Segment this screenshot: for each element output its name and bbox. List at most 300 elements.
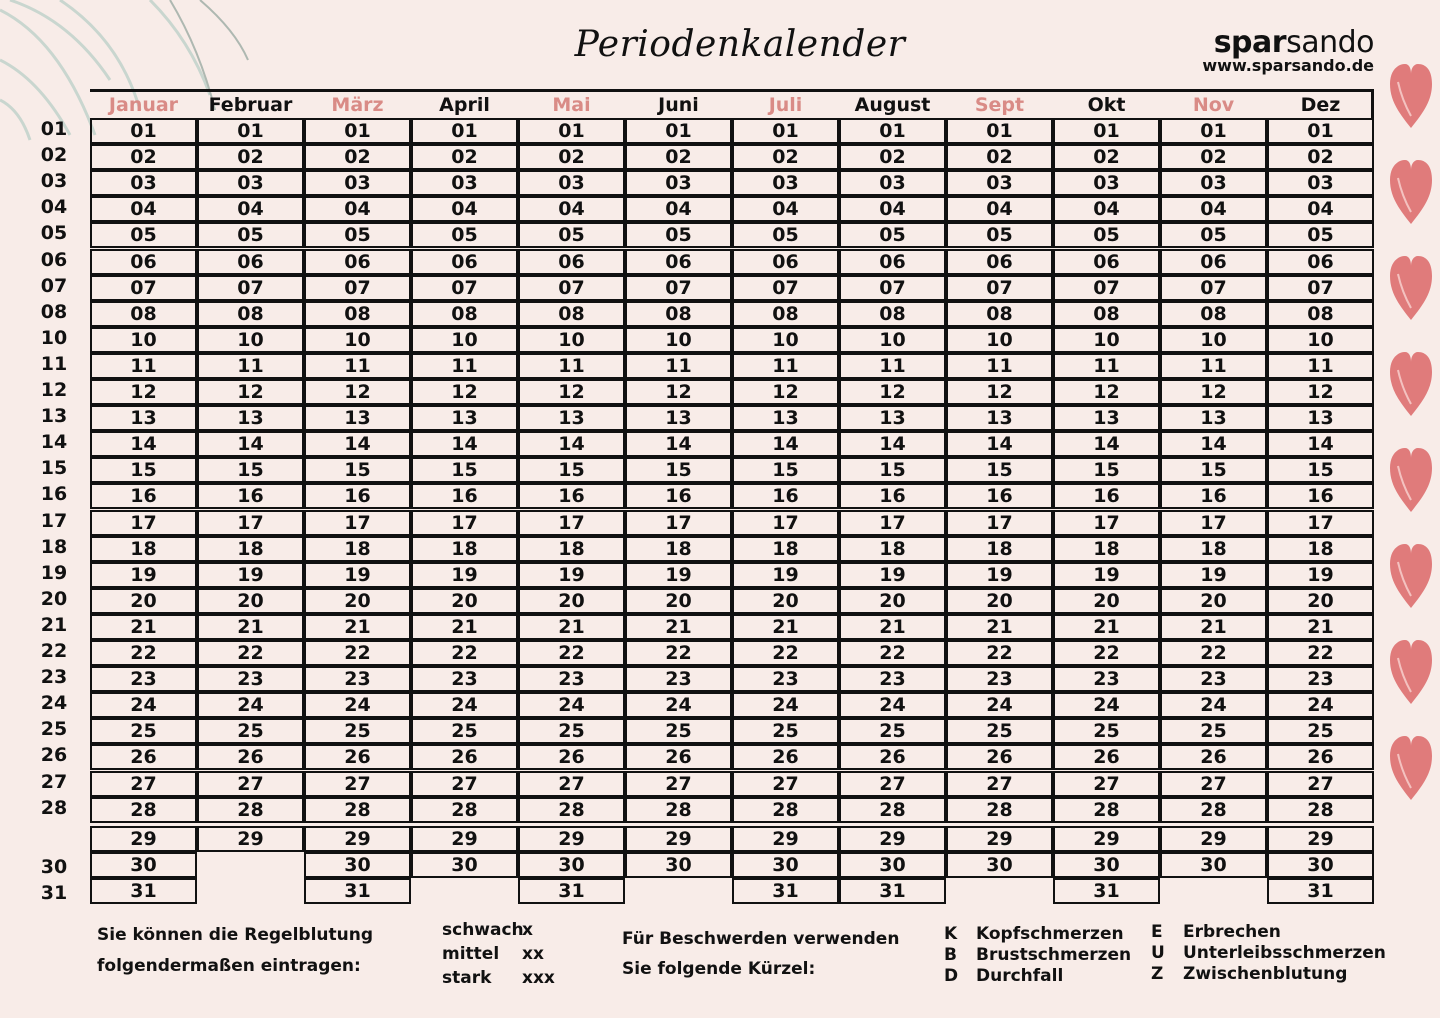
day-cell[interactable]: 24: [946, 692, 1053, 718]
day-cell[interactable]: 08: [304, 301, 411, 327]
day-cell[interactable]: 03: [411, 170, 518, 196]
day-cell[interactable]: 04: [90, 196, 197, 222]
day-cell[interactable]: 03: [625, 170, 732, 196]
day-cell[interactable]: 19: [411, 562, 518, 588]
day-cell[interactable]: 17: [625, 510, 732, 536]
day-cell[interactable]: 06: [1267, 249, 1374, 275]
day-cell[interactable]: 01: [304, 118, 411, 144]
day-cell[interactable]: 30: [625, 852, 732, 878]
day-cell[interactable]: 17: [304, 510, 411, 536]
day-cell[interactable]: 15: [839, 457, 946, 483]
day-cell[interactable]: 14: [90, 431, 197, 457]
day-cell[interactable]: 11: [1053, 353, 1160, 379]
day-cell[interactable]: 27: [304, 771, 411, 797]
day-cell[interactable]: 20: [518, 588, 625, 614]
day-cell[interactable]: 15: [518, 457, 625, 483]
day-cell[interactable]: 05: [411, 222, 518, 248]
day-cell[interactable]: 12: [304, 379, 411, 405]
day-cell[interactable]: 16: [1053, 483, 1160, 509]
day-cell[interactable]: 31: [90, 878, 197, 904]
day-cell[interactable]: 14: [946, 431, 1053, 457]
day-cell[interactable]: 07: [1267, 275, 1374, 301]
day-cell[interactable]: 16: [732, 483, 839, 509]
day-cell[interactable]: 04: [625, 196, 732, 222]
day-cell[interactable]: 06: [839, 249, 946, 275]
day-cell[interactable]: 21: [197, 614, 304, 640]
day-cell[interactable]: 05: [518, 222, 625, 248]
day-cell[interactable]: 21: [1160, 614, 1267, 640]
day-cell[interactable]: 02: [90, 144, 197, 170]
day-cell[interactable]: 08: [197, 301, 304, 327]
day-cell[interactable]: 11: [518, 353, 625, 379]
day-cell[interactable]: 14: [411, 431, 518, 457]
day-cell[interactable]: 30: [732, 852, 839, 878]
day-cell[interactable]: 04: [411, 196, 518, 222]
day-cell[interactable]: 19: [1267, 562, 1374, 588]
day-cell[interactable]: 30: [411, 852, 518, 878]
day-cell[interactable]: 03: [1053, 170, 1160, 196]
day-cell[interactable]: 08: [1053, 301, 1160, 327]
day-cell[interactable]: 01: [518, 118, 625, 144]
day-cell[interactable]: 04: [1053, 196, 1160, 222]
day-cell[interactable]: 18: [1160, 536, 1267, 562]
day-cell[interactable]: 21: [518, 614, 625, 640]
day-cell[interactable]: 05: [197, 222, 304, 248]
day-cell[interactable]: 06: [732, 249, 839, 275]
day-cell[interactable]: 23: [518, 666, 625, 692]
day-cell[interactable]: 28: [90, 797, 197, 823]
day-cell[interactable]: 08: [90, 301, 197, 327]
day-cell[interactable]: 12: [518, 379, 625, 405]
day-cell[interactable]: 14: [304, 431, 411, 457]
day-cell[interactable]: 05: [946, 222, 1053, 248]
day-cell[interactable]: 14: [625, 431, 732, 457]
day-cell[interactable]: 15: [625, 457, 732, 483]
day-cell[interactable]: 07: [839, 275, 946, 301]
day-cell[interactable]: 25: [946, 718, 1053, 744]
day-cell[interactable]: 23: [1267, 666, 1374, 692]
day-cell[interactable]: 06: [411, 249, 518, 275]
day-cell[interactable]: 28: [518, 797, 625, 823]
day-cell[interactable]: 04: [732, 196, 839, 222]
day-cell[interactable]: 25: [518, 718, 625, 744]
day-cell[interactable]: 18: [197, 536, 304, 562]
day-cell[interactable]: 26: [1160, 744, 1267, 770]
day-cell[interactable]: 17: [1267, 510, 1374, 536]
day-cell[interactable]: 18: [411, 536, 518, 562]
day-cell[interactable]: 18: [90, 536, 197, 562]
day-cell[interactable]: 29: [411, 826, 518, 852]
day-cell[interactable]: 20: [1053, 588, 1160, 614]
day-cell[interactable]: 03: [1267, 170, 1374, 196]
day-cell[interactable]: 08: [1160, 301, 1267, 327]
day-cell[interactable]: 05: [732, 222, 839, 248]
day-cell[interactable]: 16: [411, 483, 518, 509]
day-cell[interactable]: 27: [625, 771, 732, 797]
day-cell[interactable]: 24: [1267, 692, 1374, 718]
day-cell[interactable]: 04: [304, 196, 411, 222]
day-cell[interactable]: 20: [197, 588, 304, 614]
day-cell[interactable]: 21: [625, 614, 732, 640]
day-cell[interactable]: 27: [1267, 771, 1374, 797]
day-cell[interactable]: 18: [518, 536, 625, 562]
day-cell[interactable]: 06: [90, 249, 197, 275]
day-cell[interactable]: 02: [839, 144, 946, 170]
day-cell[interactable]: 16: [90, 483, 197, 509]
day-cell[interactable]: 20: [411, 588, 518, 614]
day-cell[interactable]: 03: [304, 170, 411, 196]
day-cell[interactable]: 29: [732, 826, 839, 852]
day-cell[interactable]: 01: [1267, 118, 1374, 144]
day-cell[interactable]: 15: [1267, 457, 1374, 483]
day-cell[interactable]: 22: [304, 640, 411, 666]
day-cell[interactable]: 16: [518, 483, 625, 509]
day-cell[interactable]: 11: [304, 353, 411, 379]
day-cell[interactable]: 14: [839, 431, 946, 457]
day-cell[interactable]: 01: [625, 118, 732, 144]
day-cell[interactable]: 17: [411, 510, 518, 536]
day-cell[interactable]: 27: [732, 771, 839, 797]
day-cell[interactable]: 30: [839, 852, 946, 878]
day-cell[interactable]: 25: [1053, 718, 1160, 744]
day-cell[interactable]: 22: [839, 640, 946, 666]
day-cell[interactable]: 12: [839, 379, 946, 405]
day-cell[interactable]: 08: [732, 301, 839, 327]
day-cell[interactable]: 21: [1053, 614, 1160, 640]
day-cell[interactable]: 14: [518, 431, 625, 457]
day-cell[interactable]: 13: [411, 405, 518, 431]
day-cell[interactable]: 01: [839, 118, 946, 144]
day-cell[interactable]: 19: [518, 562, 625, 588]
day-cell[interactable]: 16: [1160, 483, 1267, 509]
day-cell[interactable]: 20: [1267, 588, 1374, 614]
day-cell[interactable]: 29: [90, 826, 197, 852]
day-cell[interactable]: 13: [90, 405, 197, 431]
day-cell[interactable]: 19: [625, 562, 732, 588]
day-cell[interactable]: 01: [90, 118, 197, 144]
day-cell[interactable]: 15: [946, 457, 1053, 483]
day-cell[interactable]: 13: [1053, 405, 1160, 431]
day-cell[interactable]: 27: [1053, 771, 1160, 797]
day-cell[interactable]: 27: [518, 771, 625, 797]
day-cell[interactable]: 24: [732, 692, 839, 718]
day-cell[interactable]: 26: [90, 744, 197, 770]
day-cell[interactable]: 28: [411, 797, 518, 823]
day-cell[interactable]: 31: [518, 878, 625, 904]
day-cell[interactable]: 23: [411, 666, 518, 692]
day-cell[interactable]: 30: [1160, 852, 1267, 878]
day-cell[interactable]: 10: [625, 327, 732, 353]
day-cell[interactable]: 14: [1267, 431, 1374, 457]
day-cell[interactable]: 23: [732, 666, 839, 692]
day-cell[interactable]: 12: [625, 379, 732, 405]
day-cell[interactable]: 31: [732, 878, 839, 904]
day-cell[interactable]: 11: [732, 353, 839, 379]
day-cell[interactable]: 15: [304, 457, 411, 483]
day-cell[interactable]: 17: [197, 510, 304, 536]
day-cell[interactable]: 11: [90, 353, 197, 379]
day-cell[interactable]: 16: [839, 483, 946, 509]
day-cell[interactable]: 15: [1053, 457, 1160, 483]
day-cell[interactable]: 24: [411, 692, 518, 718]
day-cell[interactable]: 26: [411, 744, 518, 770]
day-cell[interactable]: 17: [839, 510, 946, 536]
day-cell[interactable]: 03: [839, 170, 946, 196]
day-cell[interactable]: 27: [1160, 771, 1267, 797]
day-cell[interactable]: 31: [1053, 878, 1160, 904]
day-cell[interactable]: 06: [197, 249, 304, 275]
day-cell[interactable]: 01: [1053, 118, 1160, 144]
day-cell[interactable]: 29: [304, 826, 411, 852]
day-cell[interactable]: 03: [197, 170, 304, 196]
day-cell[interactable]: 22: [1053, 640, 1160, 666]
day-cell[interactable]: 20: [946, 588, 1053, 614]
day-cell[interactable]: 13: [197, 405, 304, 431]
day-cell[interactable]: 28: [1267, 797, 1374, 823]
day-cell[interactable]: 21: [1267, 614, 1374, 640]
day-cell[interactable]: 28: [1160, 797, 1267, 823]
day-cell[interactable]: 15: [411, 457, 518, 483]
day-cell[interactable]: 27: [197, 771, 304, 797]
day-cell[interactable]: 30: [946, 852, 1053, 878]
day-cell[interactable]: 30: [1053, 852, 1160, 878]
day-cell[interactable]: 06: [304, 249, 411, 275]
day-cell[interactable]: 22: [90, 640, 197, 666]
day-cell[interactable]: 22: [1160, 640, 1267, 666]
day-cell[interactable]: 17: [1053, 510, 1160, 536]
day-cell[interactable]: 13: [1267, 405, 1374, 431]
day-cell[interactable]: 31: [839, 878, 946, 904]
day-cell[interactable]: 05: [304, 222, 411, 248]
day-cell[interactable]: 23: [625, 666, 732, 692]
day-cell[interactable]: 18: [304, 536, 411, 562]
day-cell[interactable]: 13: [304, 405, 411, 431]
day-cell[interactable]: 14: [1160, 431, 1267, 457]
day-cell[interactable]: 22: [946, 640, 1053, 666]
day-cell[interactable]: 26: [946, 744, 1053, 770]
day-cell[interactable]: 19: [1160, 562, 1267, 588]
day-cell[interactable]: 18: [1053, 536, 1160, 562]
day-cell[interactable]: 10: [90, 327, 197, 353]
day-cell[interactable]: 10: [304, 327, 411, 353]
day-cell[interactable]: 22: [625, 640, 732, 666]
day-cell[interactable]: 13: [839, 405, 946, 431]
day-cell[interactable]: 20: [625, 588, 732, 614]
day-cell[interactable]: 03: [518, 170, 625, 196]
day-cell[interactable]: 10: [1053, 327, 1160, 353]
day-cell[interactable]: 06: [1053, 249, 1160, 275]
day-cell[interactable]: 07: [304, 275, 411, 301]
day-cell[interactable]: 24: [518, 692, 625, 718]
day-cell[interactable]: 15: [732, 457, 839, 483]
day-cell[interactable]: 21: [946, 614, 1053, 640]
day-cell[interactable]: 02: [304, 144, 411, 170]
day-cell[interactable]: 04: [518, 196, 625, 222]
day-cell[interactable]: 29: [625, 826, 732, 852]
day-cell[interactable]: 21: [732, 614, 839, 640]
day-cell[interactable]: 29: [518, 826, 625, 852]
day-cell[interactable]: 26: [197, 744, 304, 770]
day-cell[interactable]: 19: [304, 562, 411, 588]
day-cell[interactable]: 01: [946, 118, 1053, 144]
day-cell[interactable]: 29: [1160, 826, 1267, 852]
day-cell[interactable]: 30: [90, 852, 197, 878]
day-cell[interactable]: 28: [732, 797, 839, 823]
day-cell[interactable]: 16: [197, 483, 304, 509]
day-cell[interactable]: 13: [946, 405, 1053, 431]
day-cell[interactable]: 18: [946, 536, 1053, 562]
day-cell[interactable]: 24: [90, 692, 197, 718]
day-cell[interactable]: 11: [625, 353, 732, 379]
day-cell[interactable]: 23: [1053, 666, 1160, 692]
day-cell[interactable]: 01: [197, 118, 304, 144]
day-cell[interactable]: 29: [197, 826, 304, 852]
day-cell[interactable]: 27: [946, 771, 1053, 797]
day-cell[interactable]: 19: [946, 562, 1053, 588]
day-cell[interactable]: 02: [732, 144, 839, 170]
day-cell[interactable]: 23: [946, 666, 1053, 692]
day-cell[interactable]: 10: [411, 327, 518, 353]
day-cell[interactable]: 12: [197, 379, 304, 405]
day-cell[interactable]: 06: [625, 249, 732, 275]
day-cell[interactable]: 20: [304, 588, 411, 614]
day-cell[interactable]: 19: [197, 562, 304, 588]
day-cell[interactable]: 12: [1160, 379, 1267, 405]
day-cell[interactable]: 11: [411, 353, 518, 379]
day-cell[interactable]: 30: [518, 852, 625, 878]
day-cell[interactable]: 15: [197, 457, 304, 483]
day-cell[interactable]: 05: [1267, 222, 1374, 248]
day-cell[interactable]: 24: [1053, 692, 1160, 718]
day-cell[interactable]: 06: [518, 249, 625, 275]
day-cell[interactable]: 19: [90, 562, 197, 588]
day-cell[interactable]: 28: [304, 797, 411, 823]
day-cell[interactable]: 25: [839, 718, 946, 744]
day-cell[interactable]: 20: [732, 588, 839, 614]
day-cell[interactable]: 30: [304, 852, 411, 878]
day-cell[interactable]: 10: [197, 327, 304, 353]
day-cell[interactable]: 01: [1160, 118, 1267, 144]
day-cell[interactable]: 14: [732, 431, 839, 457]
day-cell[interactable]: 11: [1160, 353, 1267, 379]
day-cell[interactable]: 29: [1053, 826, 1160, 852]
day-cell[interactable]: 12: [732, 379, 839, 405]
day-cell[interactable]: 01: [732, 118, 839, 144]
day-cell[interactable]: 13: [732, 405, 839, 431]
day-cell[interactable]: 10: [1267, 327, 1374, 353]
day-cell[interactable]: 03: [90, 170, 197, 196]
day-cell[interactable]: 28: [625, 797, 732, 823]
day-cell[interactable]: 28: [946, 797, 1053, 823]
day-cell[interactable]: 18: [625, 536, 732, 562]
day-cell[interactable]: 07: [518, 275, 625, 301]
day-cell[interactable]: 16: [625, 483, 732, 509]
day-cell[interactable]: 18: [839, 536, 946, 562]
day-cell[interactable]: 28: [1053, 797, 1160, 823]
day-cell[interactable]: 25: [197, 718, 304, 744]
day-cell[interactable]: 04: [197, 196, 304, 222]
day-cell[interactable]: 10: [1160, 327, 1267, 353]
day-cell[interactable]: 29: [839, 826, 946, 852]
day-cell[interactable]: 23: [90, 666, 197, 692]
day-cell[interactable]: 14: [1053, 431, 1160, 457]
day-cell[interactable]: 04: [946, 196, 1053, 222]
day-cell[interactable]: 31: [1267, 878, 1374, 904]
day-cell[interactable]: 26: [1267, 744, 1374, 770]
day-cell[interactable]: 19: [732, 562, 839, 588]
day-cell[interactable]: 12: [1053, 379, 1160, 405]
day-cell[interactable]: 18: [732, 536, 839, 562]
day-cell[interactable]: 04: [1267, 196, 1374, 222]
day-cell[interactable]: 05: [1053, 222, 1160, 248]
day-cell[interactable]: 07: [732, 275, 839, 301]
day-cell[interactable]: 29: [946, 826, 1053, 852]
day-cell[interactable]: 16: [1267, 483, 1374, 509]
day-cell[interactable]: 21: [90, 614, 197, 640]
day-cell[interactable]: 11: [839, 353, 946, 379]
day-cell[interactable]: 22: [518, 640, 625, 666]
day-cell[interactable]: 26: [732, 744, 839, 770]
day-cell[interactable]: 02: [1053, 144, 1160, 170]
day-cell[interactable]: 07: [90, 275, 197, 301]
day-cell[interactable]: 25: [1267, 718, 1374, 744]
day-cell[interactable]: 20: [839, 588, 946, 614]
day-cell[interactable]: 07: [197, 275, 304, 301]
day-cell[interactable]: 27: [411, 771, 518, 797]
day-cell[interactable]: 07: [625, 275, 732, 301]
day-cell[interactable]: 12: [1267, 379, 1374, 405]
day-cell[interactable]: 18: [1267, 536, 1374, 562]
day-cell[interactable]: 24: [839, 692, 946, 718]
day-cell[interactable]: 05: [839, 222, 946, 248]
day-cell[interactable]: 22: [411, 640, 518, 666]
day-cell[interactable]: 26: [625, 744, 732, 770]
day-cell[interactable]: 05: [90, 222, 197, 248]
day-cell[interactable]: 06: [946, 249, 1053, 275]
day-cell[interactable]: 07: [1160, 275, 1267, 301]
day-cell[interactable]: 02: [946, 144, 1053, 170]
day-cell[interactable]: 21: [411, 614, 518, 640]
day-cell[interactable]: 25: [625, 718, 732, 744]
day-cell[interactable]: 25: [411, 718, 518, 744]
day-cell[interactable]: 11: [1267, 353, 1374, 379]
day-cell[interactable]: 02: [625, 144, 732, 170]
day-cell[interactable]: 23: [1160, 666, 1267, 692]
day-cell[interactable]: 20: [1160, 588, 1267, 614]
day-cell[interactable]: 08: [518, 301, 625, 327]
day-cell[interactable]: 17: [518, 510, 625, 536]
day-cell[interactable]: 30: [1267, 852, 1374, 878]
day-cell[interactable]: 10: [518, 327, 625, 353]
day-cell[interactable]: 26: [1053, 744, 1160, 770]
day-cell[interactable]: 02: [197, 144, 304, 170]
day-cell[interactable]: 13: [1160, 405, 1267, 431]
day-cell[interactable]: 10: [732, 327, 839, 353]
day-cell[interactable]: 23: [197, 666, 304, 692]
day-cell[interactable]: 05: [1160, 222, 1267, 248]
day-cell[interactable]: 05: [625, 222, 732, 248]
day-cell[interactable]: 03: [1160, 170, 1267, 196]
day-cell[interactable]: 01: [411, 118, 518, 144]
day-cell[interactable]: 24: [197, 692, 304, 718]
day-cell[interactable]: 03: [732, 170, 839, 196]
day-cell[interactable]: 12: [90, 379, 197, 405]
day-cell[interactable]: 17: [732, 510, 839, 536]
day-cell[interactable]: 26: [839, 744, 946, 770]
day-cell[interactable]: 02: [1267, 144, 1374, 170]
day-cell[interactable]: 26: [304, 744, 411, 770]
day-cell[interactable]: 02: [1160, 144, 1267, 170]
